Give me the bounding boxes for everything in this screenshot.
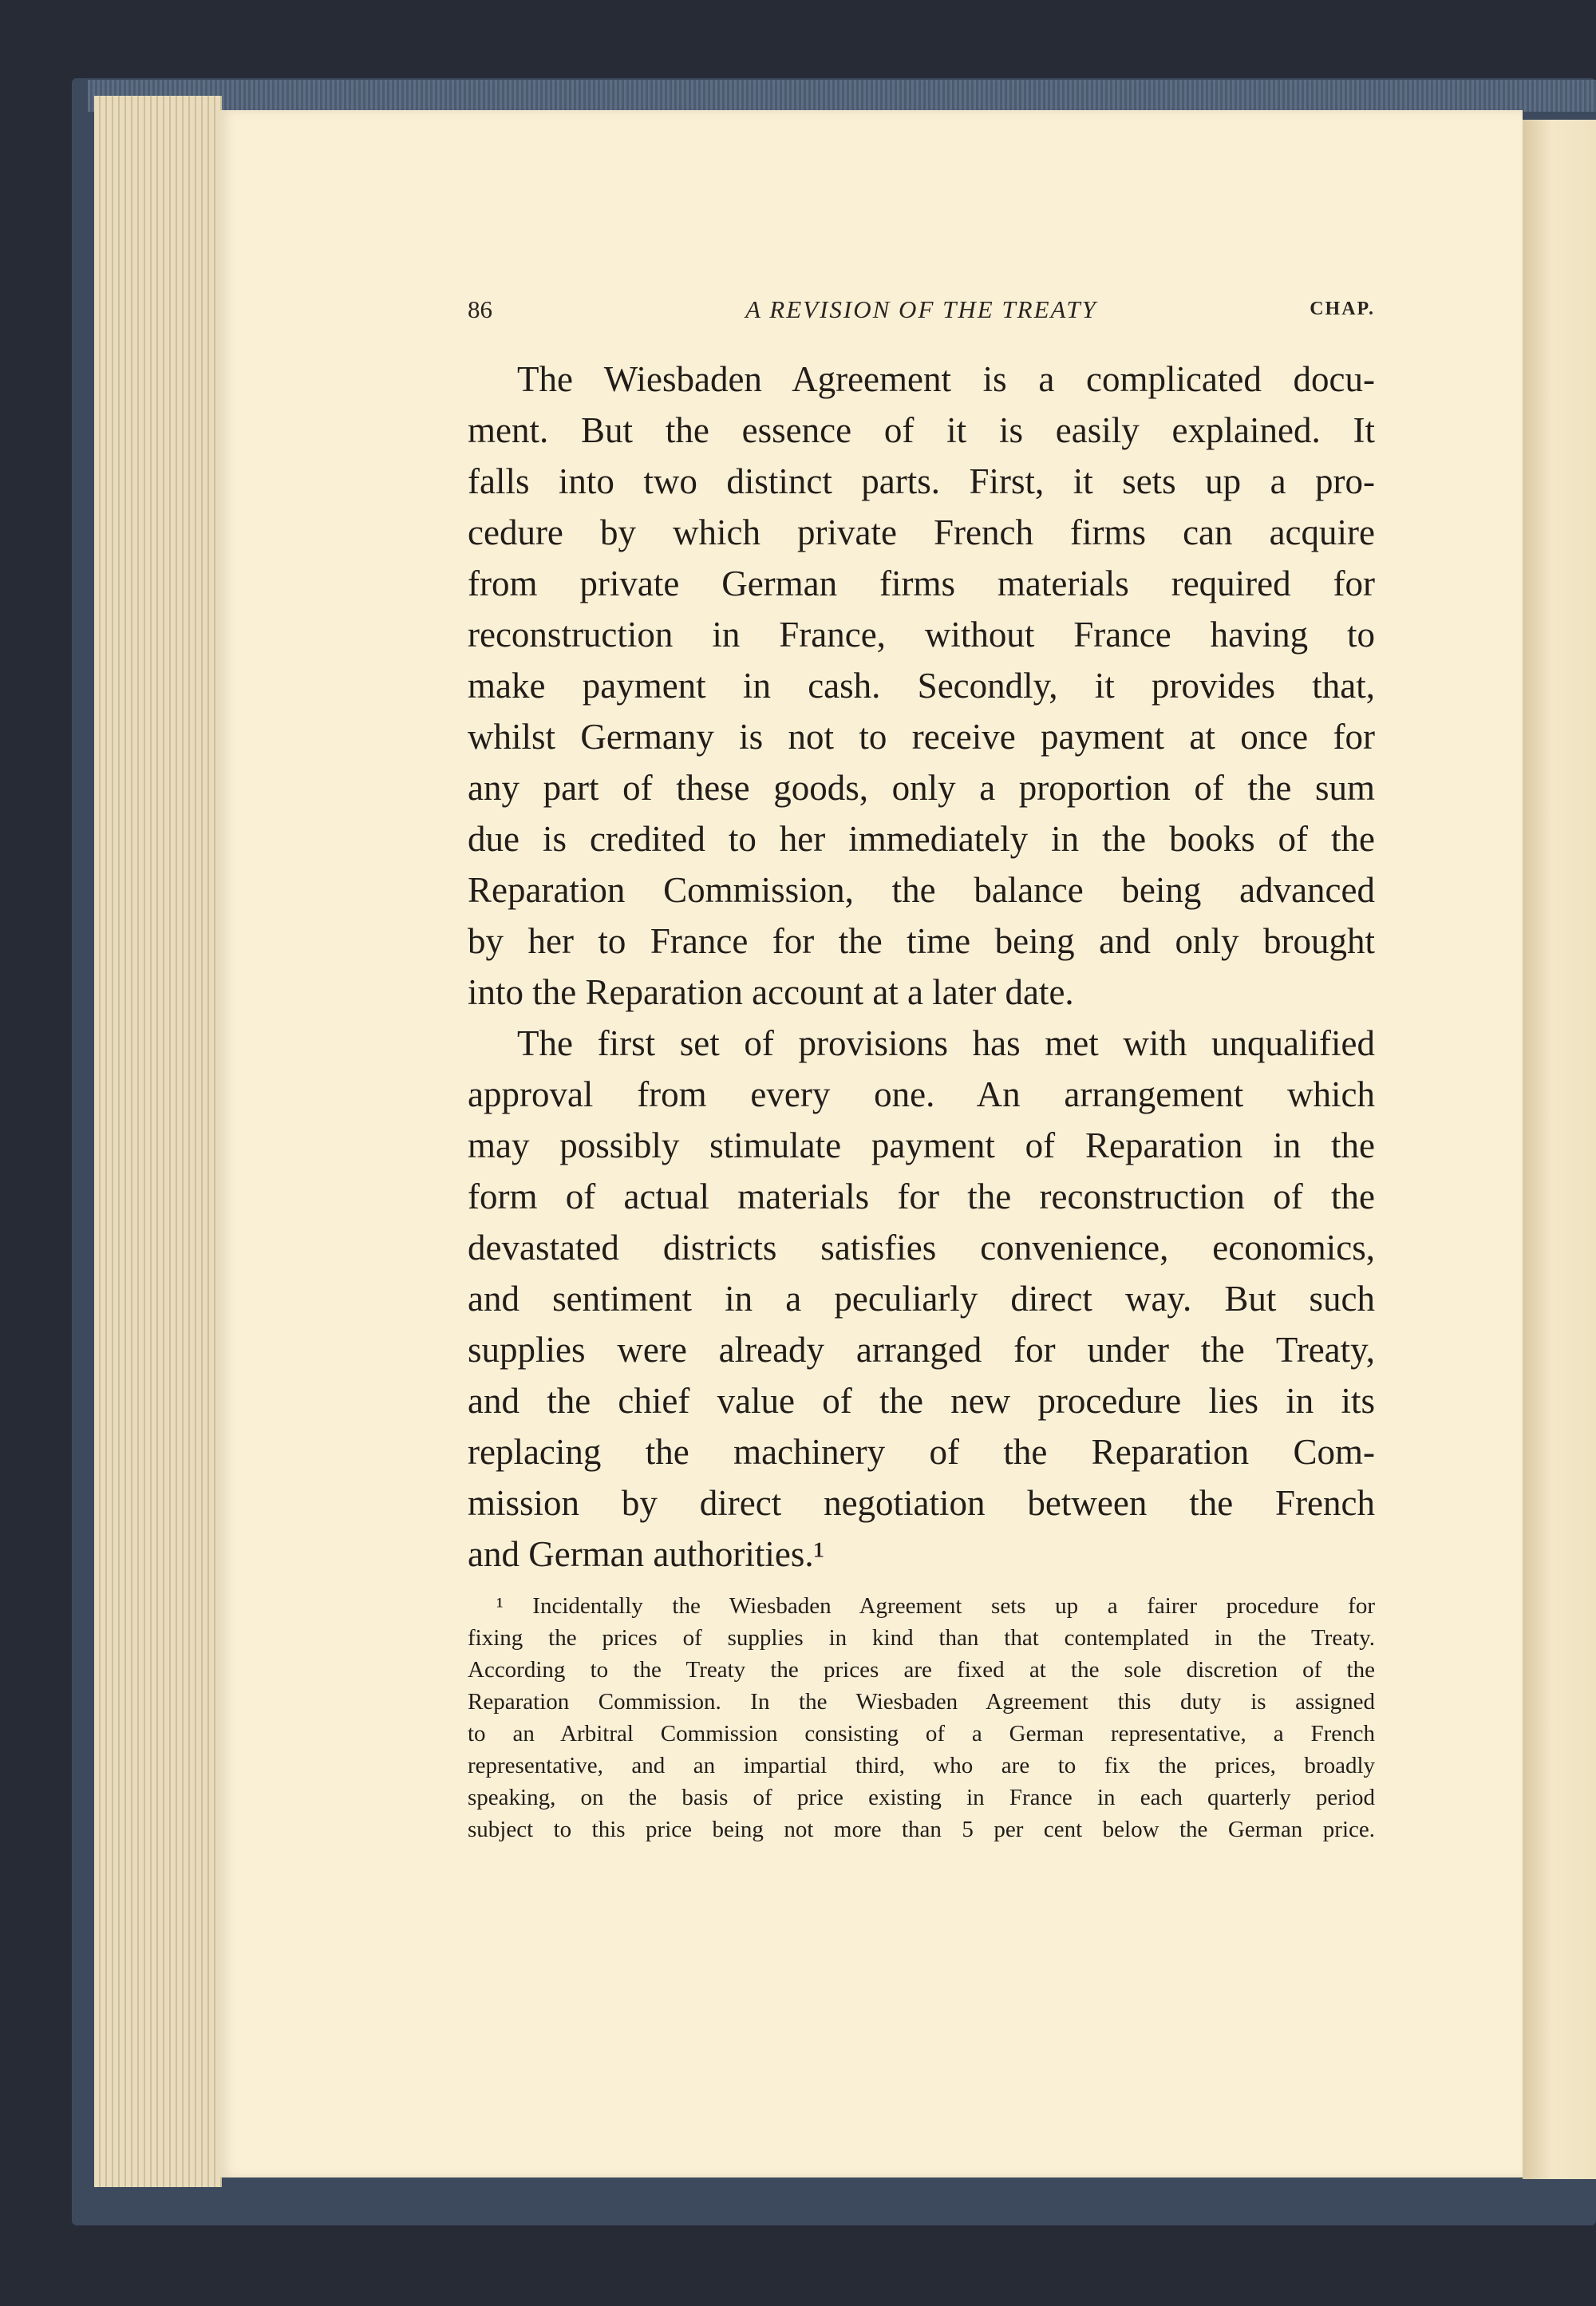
text-line: by her to France for the time being and only brought: [468, 921, 1375, 961]
text-line: supplies were already arranged for under the Treaty,: [468, 1330, 1375, 1370]
text-line: cedure by which private French firms can acquire: [468, 512, 1375, 552]
text-line: Reparation Commission, the balance being advanced: [468, 870, 1375, 910]
text-line: and the chief value of the new procedure lies in its: [468, 1381, 1375, 1421]
text-line: and German authorities.¹: [468, 1534, 825, 1574]
text-line: make payment in cash. Secondly, it provides that,: [468, 666, 1375, 706]
facing-page-edge: [1523, 120, 1596, 2179]
footnote-line: representative, and an impartial third, who are to fix the prices, broadly: [468, 1753, 1375, 1778]
text-line: The first set of provisions has met with unqualified: [517, 1023, 1375, 1063]
running-title: A REVISION OF THE TREATY: [745, 295, 1097, 323]
text-line: and sentiment in a peculiarly direct way. But such: [468, 1279, 1375, 1319]
footnote-line: Reparation Commission. In the Wiesbaden Agreement this duty is assigned: [468, 1689, 1375, 1715]
text-line: The Wiesbaden Agreement is a complicated docu-: [517, 359, 1375, 399]
cover-edge: [88, 80, 1596, 112]
footnote: [468, 1590, 1375, 1845]
text-line: replacing the machinery of the Reparation Com-: [468, 1432, 1375, 1472]
text-line: may possibly stimulate payment of Reparation in the: [468, 1125, 1375, 1165]
text-line: ment. But the essence of it is easily explained. It: [468, 410, 1375, 450]
text-line: whilst Germany is not to receive payment at once for: [468, 717, 1375, 757]
footnote-line: ¹ Incidentally the Wiesbaden Agreement sets up a fairer procedure for: [496, 1593, 1375, 1619]
footnote-line: fixing the prices of supplies in kind than that contemplated in the Treaty.: [468, 1625, 1375, 1651]
text-line: from private German firms materials required for: [468, 564, 1375, 603]
page-number: 86: [468, 295, 492, 323]
text-line: due is credited to her immediately in the books of the: [468, 819, 1375, 859]
text-line: devastated districts satisfies convenience, economics,: [468, 1228, 1375, 1268]
footnote-line: to an Arbitral Commission consisting of a German representative, a French: [468, 1721, 1375, 1746]
chapter-label: CHAP.: [1310, 299, 1375, 319]
footnote-line: According to the Treaty the prices are fixed at the sole discretion of the: [468, 1657, 1375, 1683]
text-line: into the Reparation account at a later date.: [468, 972, 1074, 1012]
text-line: falls into two distinct parts. First, it sets up a pro-: [468, 461, 1375, 501]
text-line: mission by direct negotiation between the French: [468, 1483, 1375, 1523]
text-line: reconstruction in France, without France having to: [468, 615, 1375, 655]
body-text: [468, 355, 1375, 1581]
footnote-line: subject to this price being not more than 5 per cent below the German price.: [468, 1817, 1375, 1842]
running-header: [468, 295, 1375, 330]
page-stack: [94, 96, 222, 2187]
text-line: approval from every one. An arrangement which: [468, 1074, 1375, 1114]
text-line: any part of these goods, only a proportion of the sum: [468, 768, 1375, 808]
text-line: form of actual materials for the reconstruction of the: [468, 1177, 1375, 1216]
footnote-line: speaking, on the basis of price existing in France in each quarterly period: [468, 1785, 1375, 1810]
